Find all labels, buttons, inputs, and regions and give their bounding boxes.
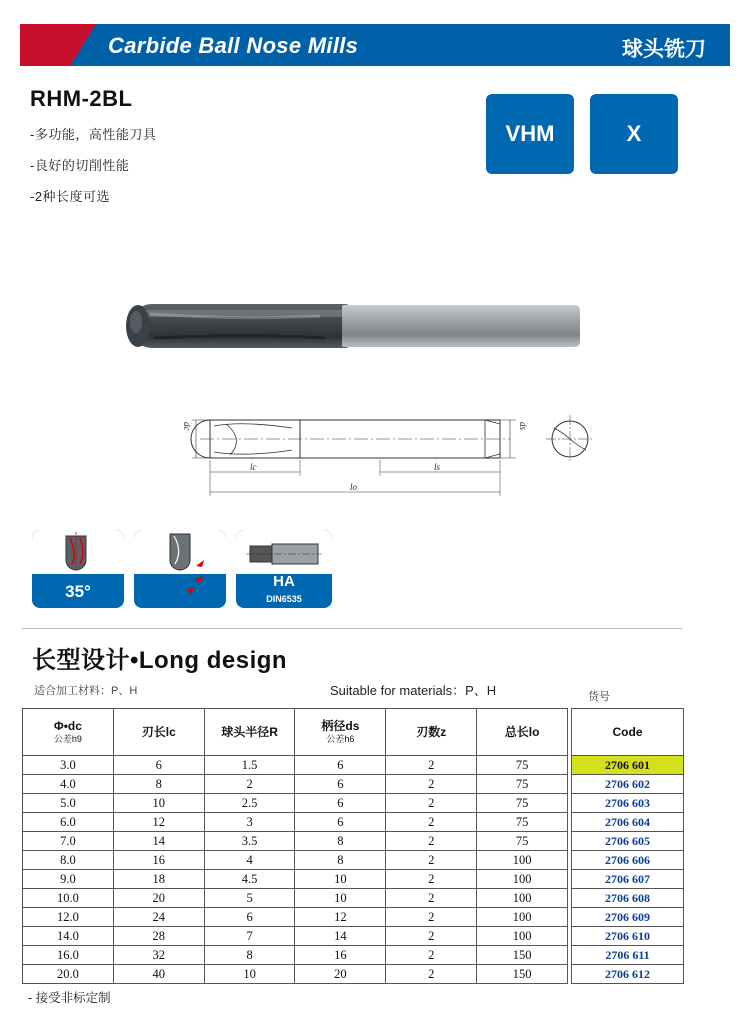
cell-lo: 100 bbox=[477, 908, 568, 927]
cell-lc: 18 bbox=[113, 870, 204, 889]
cell-code[interactable]: 2706 610 bbox=[572, 927, 684, 946]
code-table bbox=[571, 708, 684, 984]
cell-flutes: 2 bbox=[386, 775, 477, 794]
cell-flutes: 2 bbox=[386, 965, 477, 984]
cell-ds: 10 bbox=[295, 870, 386, 889]
cell-flutes: 2 bbox=[386, 756, 477, 775]
cell-dc: 6.0 bbox=[23, 813, 114, 832]
spec-table bbox=[22, 708, 568, 984]
col-header-lo-main: 总长lo bbox=[504, 724, 540, 739]
technical-drawing bbox=[180, 400, 600, 510]
table-row[interactable] bbox=[23, 908, 568, 927]
cell-lo: 100 bbox=[477, 927, 568, 946]
col-header-dc-sub: 公差h9 bbox=[53, 733, 82, 744]
cell-code[interactable]: 2706 612 bbox=[572, 965, 684, 984]
table-row[interactable] bbox=[23, 756, 568, 775]
page-header bbox=[20, 24, 730, 66]
code-row[interactable] bbox=[572, 832, 684, 851]
col-header-r bbox=[204, 709, 295, 756]
cell-code[interactable]: 2706 608 bbox=[572, 889, 684, 908]
header-notch-shape bbox=[70, 24, 96, 66]
cutting-illustration bbox=[134, 530, 226, 574]
material-note-en: Suitable for materials：P、H bbox=[330, 683, 497, 698]
cell-ds: 16 bbox=[295, 946, 386, 965]
section-title: 长型设计•Long design bbox=[32, 647, 288, 674]
cell-ds: 6 bbox=[295, 775, 386, 794]
cell-flutes: 2 bbox=[386, 870, 477, 889]
cell-flutes: 2 bbox=[386, 851, 477, 870]
cell-flutes: 2 bbox=[386, 908, 477, 927]
col-header-ds bbox=[295, 709, 386, 756]
cell-lc: 28 bbox=[113, 927, 204, 946]
table-row[interactable] bbox=[23, 813, 568, 832]
cell-code[interactable]: 2706 603 bbox=[572, 794, 684, 813]
cell-lo: 75 bbox=[477, 794, 568, 813]
cell-dc: 5.0 bbox=[23, 794, 114, 813]
code-row[interactable] bbox=[572, 965, 684, 984]
cell-ball-radius: 5 bbox=[204, 889, 295, 908]
code-row[interactable] bbox=[572, 870, 684, 889]
shank-label: HA bbox=[273, 573, 295, 590]
header-title-cn: 球头铣刀 bbox=[622, 38, 706, 61]
shank-type-icon bbox=[236, 530, 332, 574]
cell-code[interactable]: 2706 604 bbox=[572, 813, 684, 832]
cell-dc: 12.0 bbox=[23, 908, 114, 927]
cell-lc: 10 bbox=[113, 794, 204, 813]
table-row[interactable] bbox=[23, 832, 568, 851]
code-row[interactable] bbox=[572, 775, 684, 794]
cell-lo: 75 bbox=[477, 775, 568, 794]
col-header-z bbox=[386, 709, 477, 756]
cell-lc: 8 bbox=[113, 775, 204, 794]
cell-ds: 14 bbox=[295, 927, 386, 946]
cell-dc: 16.0 bbox=[23, 946, 114, 965]
cell-dc: 9.0 bbox=[23, 870, 114, 889]
cell-code[interactable]: 2706 601 bbox=[572, 756, 684, 775]
dim-label-lo: lo bbox=[350, 482, 358, 492]
cell-dc: 20.0 bbox=[23, 965, 114, 984]
code-table-body bbox=[572, 756, 684, 984]
code-row[interactable] bbox=[572, 889, 684, 908]
col-header-dc-main: Φ•dc bbox=[53, 718, 82, 733]
dim-label-ds: ds bbox=[518, 422, 528, 431]
cell-code[interactable]: 2706 605 bbox=[572, 832, 684, 851]
badge-x bbox=[590, 94, 678, 174]
cell-ds: 8 bbox=[295, 832, 386, 851]
col-header-ds-sub: 公差h6 bbox=[326, 733, 355, 744]
cell-ds: 6 bbox=[295, 813, 386, 832]
cell-ball-radius: 6 bbox=[204, 908, 295, 927]
cell-flutes: 2 bbox=[386, 832, 477, 851]
feature-item: -2种长度可选 bbox=[30, 189, 111, 204]
cell-ball-radius: 4.5 bbox=[204, 870, 295, 889]
table-row[interactable] bbox=[23, 870, 568, 889]
spec-table-body bbox=[23, 756, 568, 984]
helix-angle-tile bbox=[32, 530, 124, 608]
cell-flutes: 2 bbox=[386, 813, 477, 832]
cell-lo: 75 bbox=[477, 756, 568, 775]
cell-ball-radius: 1.5 bbox=[204, 756, 295, 775]
cell-lo: 100 bbox=[477, 870, 568, 889]
cell-lc: 32 bbox=[113, 946, 204, 965]
table-row[interactable] bbox=[23, 946, 568, 965]
dim-label-lc: lc bbox=[250, 462, 257, 472]
cell-code[interactable]: 2706 607 bbox=[572, 870, 684, 889]
cell-ds: 6 bbox=[295, 794, 386, 813]
cell-dc: 10.0 bbox=[23, 889, 114, 908]
code-row[interactable] bbox=[572, 927, 684, 946]
col-header-lc bbox=[113, 709, 204, 756]
cell-lo: 75 bbox=[477, 832, 568, 851]
table-row[interactable] bbox=[23, 927, 568, 946]
cell-lo: 100 bbox=[477, 889, 568, 908]
cell-ball-radius: 3 bbox=[204, 813, 295, 832]
cell-ds: 8 bbox=[295, 851, 386, 870]
shank-illustration bbox=[236, 530, 332, 574]
code-row[interactable] bbox=[572, 813, 684, 832]
cell-flutes: 2 bbox=[386, 927, 477, 946]
col-header-dc bbox=[23, 709, 114, 756]
cell-lo: 100 bbox=[477, 851, 568, 870]
cell-code[interactable]: 2706 602 bbox=[572, 775, 684, 794]
cell-lc: 14 bbox=[113, 832, 204, 851]
footer-note: - 接受非标定制 bbox=[28, 991, 111, 1005]
col-header-lc-main: 刃长lc bbox=[141, 724, 176, 739]
helix-angle-label: 35° bbox=[65, 582, 91, 601]
code-row[interactable] bbox=[572, 851, 684, 870]
cell-lc: 16 bbox=[113, 851, 204, 870]
technical-drawing-svg bbox=[180, 400, 600, 510]
col-header-r-main: 球头半径R bbox=[221, 724, 278, 739]
cell-ds: 10 bbox=[295, 889, 386, 908]
photo-flute-overlay bbox=[120, 286, 590, 366]
cell-ball-radius: 2 bbox=[204, 775, 295, 794]
cell-dc: 8.0 bbox=[23, 851, 114, 870]
col-header-z-main: 刃数z bbox=[416, 724, 447, 739]
cell-ball-radius: 10 bbox=[204, 965, 295, 984]
product-model-name: RHM-2BL bbox=[30, 86, 133, 111]
cell-lc: 12 bbox=[113, 813, 204, 832]
cell-flutes: 2 bbox=[386, 946, 477, 965]
cell-ball-radius: 7 bbox=[204, 927, 295, 946]
product-photo bbox=[120, 286, 590, 366]
table-row[interactable] bbox=[23, 794, 568, 813]
code-row[interactable] bbox=[572, 756, 684, 775]
cell-ball-radius: 8 bbox=[204, 946, 295, 965]
table-row[interactable] bbox=[23, 851, 568, 870]
cell-lo: 75 bbox=[477, 813, 568, 832]
shank-tile bbox=[236, 530, 332, 608]
cell-ds: 12 bbox=[295, 908, 386, 927]
table-row[interactable] bbox=[23, 775, 568, 794]
material-note-cn: 适合加工材料：P、H bbox=[34, 685, 138, 697]
cell-lo: 150 bbox=[477, 965, 568, 984]
cell-lc: 20 bbox=[113, 889, 204, 908]
cell-code[interactable]: 2706 609 bbox=[572, 908, 684, 927]
helix-angle-icon bbox=[32, 530, 124, 574]
cutting-tile bbox=[134, 530, 226, 608]
cell-ds: 20 bbox=[295, 965, 386, 984]
cell-dc: 14.0 bbox=[23, 927, 114, 946]
cell-dc: 4.0 bbox=[23, 775, 114, 794]
cutting-direction-icon bbox=[134, 530, 226, 608]
spec-table-wrapper bbox=[22, 708, 685, 984]
dim-label-dc: dc bbox=[182, 422, 192, 431]
feature-item: -良好的切削性能 bbox=[30, 158, 130, 173]
shank-standard-label: DIN6535 bbox=[266, 594, 302, 604]
cell-lc: 24 bbox=[113, 908, 204, 927]
header-title-en: Carbide Ball Nose Mills bbox=[108, 33, 359, 58]
cell-flutes: 2 bbox=[386, 794, 477, 813]
table-row[interactable] bbox=[23, 965, 568, 984]
cell-lo: 150 bbox=[477, 946, 568, 965]
cell-ball-radius: 3.5 bbox=[204, 832, 295, 851]
badge-x-label: X bbox=[626, 121, 642, 146]
col-header-code: Code bbox=[572, 709, 684, 756]
cell-code[interactable]: 2706 611 bbox=[572, 946, 684, 965]
cell-flutes: 2 bbox=[386, 889, 477, 908]
helix-angle-illustration bbox=[32, 530, 124, 574]
cell-dc: 7.0 bbox=[23, 832, 114, 851]
cell-lc: 6 bbox=[113, 756, 204, 775]
cell-ball-radius: 2.5 bbox=[204, 794, 295, 813]
badge-vhm bbox=[486, 94, 574, 174]
code-caption-cn: 货号 bbox=[588, 691, 610, 703]
spec-table-header-row bbox=[23, 709, 568, 756]
code-row[interactable] bbox=[572, 908, 684, 927]
table-row[interactable] bbox=[23, 889, 568, 908]
cell-lc: 40 bbox=[113, 965, 204, 984]
cell-ball-radius: 4 bbox=[204, 851, 295, 870]
cell-code[interactable]: 2706 606 bbox=[572, 851, 684, 870]
code-row[interactable] bbox=[572, 794, 684, 813]
feature-item: -多功能，高性能刀具 bbox=[30, 127, 157, 142]
col-header-ds-main: 柄径ds bbox=[321, 718, 360, 733]
cell-ds: 6 bbox=[295, 756, 386, 775]
section-divider bbox=[22, 628, 682, 629]
code-row[interactable] bbox=[572, 946, 684, 965]
code-table-header-row bbox=[572, 709, 684, 756]
cell-dc: 3.0 bbox=[23, 756, 114, 775]
dim-label-ls: ls bbox=[434, 462, 441, 472]
badge-vhm-label: VHM bbox=[505, 121, 555, 146]
feature-list bbox=[30, 124, 360, 217]
col-header-lo bbox=[477, 709, 568, 756]
